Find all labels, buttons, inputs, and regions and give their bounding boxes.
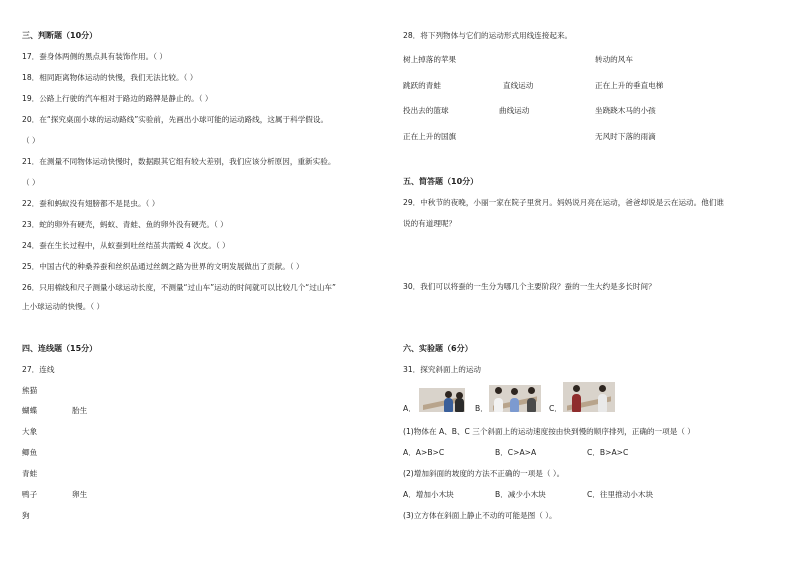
sub2-option-a: A．增加小木块 <box>403 490 454 499</box>
picture-label-b: B． <box>475 404 488 413</box>
question-21-line1: 21．在测量不同物体运动快慢时，数据跟其它组有较大差别，我们应该分析原因，重新实验。 <box>22 157 336 166</box>
picture-label-c: C． <box>549 404 562 413</box>
sub1-option-a: A．A>B>C <box>403 448 445 457</box>
motion-type-linear: 直线运动 <box>503 81 534 90</box>
sub1-option-b: B．C>A>A <box>495 448 537 457</box>
question-18: 18．相同距离物体运动的快慢，我们无法比较。（ ） <box>22 73 198 82</box>
question-27: 27．连线 <box>22 365 55 374</box>
section6-title: 六、实验题（6分） <box>403 344 473 353</box>
question-23: 23．蛇的卵外有硬壳，蚂蚁、青蛙、鱼的卵外没有硬壳。（ ） <box>22 220 228 229</box>
motion-object: 转动的风车 <box>595 55 633 64</box>
subquestion-1: (1)物体在 A、B、C 三个斜面上的运动速度按由快到慢的顺序排列，正确的一项是（ ） <box>403 427 695 436</box>
animal-item: 熊猫 <box>22 386 38 395</box>
motion-object: 正在上升的国旗 <box>403 132 457 141</box>
motion-object: 无风时下落的雨滴 <box>595 132 656 141</box>
question-21-line2: （ ） <box>22 178 40 187</box>
question-22: 22．蚕和蚂蚁没有翅膀都不是昆虫。（ ） <box>22 199 160 208</box>
question-19: 19．公路上行驶的汽车相对于路边的路牌是静止的。（ ） <box>22 94 213 103</box>
section4-title: 四、连线题（15分） <box>22 344 98 353</box>
animal-item: 蝴蝶 <box>22 406 38 415</box>
motion-type-curved: 曲线运动 <box>499 106 530 115</box>
animal-item: 青蛙 <box>22 469 38 478</box>
question-20-line1: 20．在“探究桌面小球的运动路线”实验前，先画出小球可能的运动路线，这属于科学假设。 <box>22 115 329 124</box>
question-29-line2: 说的有道理呢？ <box>403 219 457 228</box>
experiment-photo-b <box>489 385 541 412</box>
section3-title: 三、判断题（10分） <box>22 31 98 40</box>
question-31: 31．探究斜面上的运动 <box>403 365 482 374</box>
motion-object: 投出去的篮球 <box>403 106 449 115</box>
sub1-option-c: C．B>A>C <box>587 448 629 457</box>
type-viviparous: 胎生 <box>72 406 88 415</box>
animal-item: 大象 <box>22 427 38 436</box>
question-24: 24．蚕在生长过程中，从蚁蚕到吐丝结茧共需蜕 4 次皮。（ ） <box>22 241 230 250</box>
picture-label-a: A． <box>403 404 416 413</box>
question-29-line1: 29．中秋节的夜晚，小丽一家在院子里赏月。妈妈说月亮在运动，爸爸却说是云在运动。他们谁 <box>403 198 725 207</box>
animal-item: 鸭子 <box>22 490 38 499</box>
question-26-line1: 26．只用棉线和尺子测量小球运动长度，不测量“过山车”运动的时间就可以比较几个“过山车” <box>22 283 336 292</box>
animal-item: 狗 <box>22 511 30 520</box>
section5-title: 五、简答题（10分） <box>403 177 479 186</box>
question-26-line2: 上小球运动的快慢。（ ） <box>22 302 105 311</box>
motion-object: 坐跷跷木马的小孩 <box>595 106 656 115</box>
type-oviparous: 卵生 <box>72 490 88 499</box>
question-25: 25．中国古代的种桑养蚕和丝织品通过丝绸之路为世界的文明发展做出了贡献。（ ） <box>22 262 304 271</box>
question-17: 17．蚕身体两侧的黑点具有装饰作用。（ ） <box>22 52 167 61</box>
motion-object: 跳跃的青蛙 <box>403 81 441 90</box>
question-20-line2: （ ） <box>22 136 40 145</box>
experiment-photo-a <box>419 388 465 412</box>
question-30: 30．我们可以将蚕的一生分为哪几个主要阶段？蚕的一生大约是多长时间？ <box>403 282 656 291</box>
experiment-photo-c <box>563 382 615 412</box>
motion-object: 树上掉落的苹果 <box>403 55 457 64</box>
question-28: 28．将下列物体与它们的运动形式用线连接起来。 <box>403 31 573 40</box>
sub2-option-c: C．往里推动小木块 <box>587 490 654 499</box>
subquestion-2: (2)增加斜面的坡度的方法不正确的一项是（ ）。 <box>403 469 565 478</box>
motion-object: 正在上升的垂直电梯 <box>595 81 664 90</box>
subquestion-3: (3)立方体在斜面上静止不动的可能是图（ ）。 <box>403 511 557 520</box>
animal-item: 鲫鱼 <box>22 448 38 457</box>
sub2-option-b: B．减少小木块 <box>495 490 546 499</box>
